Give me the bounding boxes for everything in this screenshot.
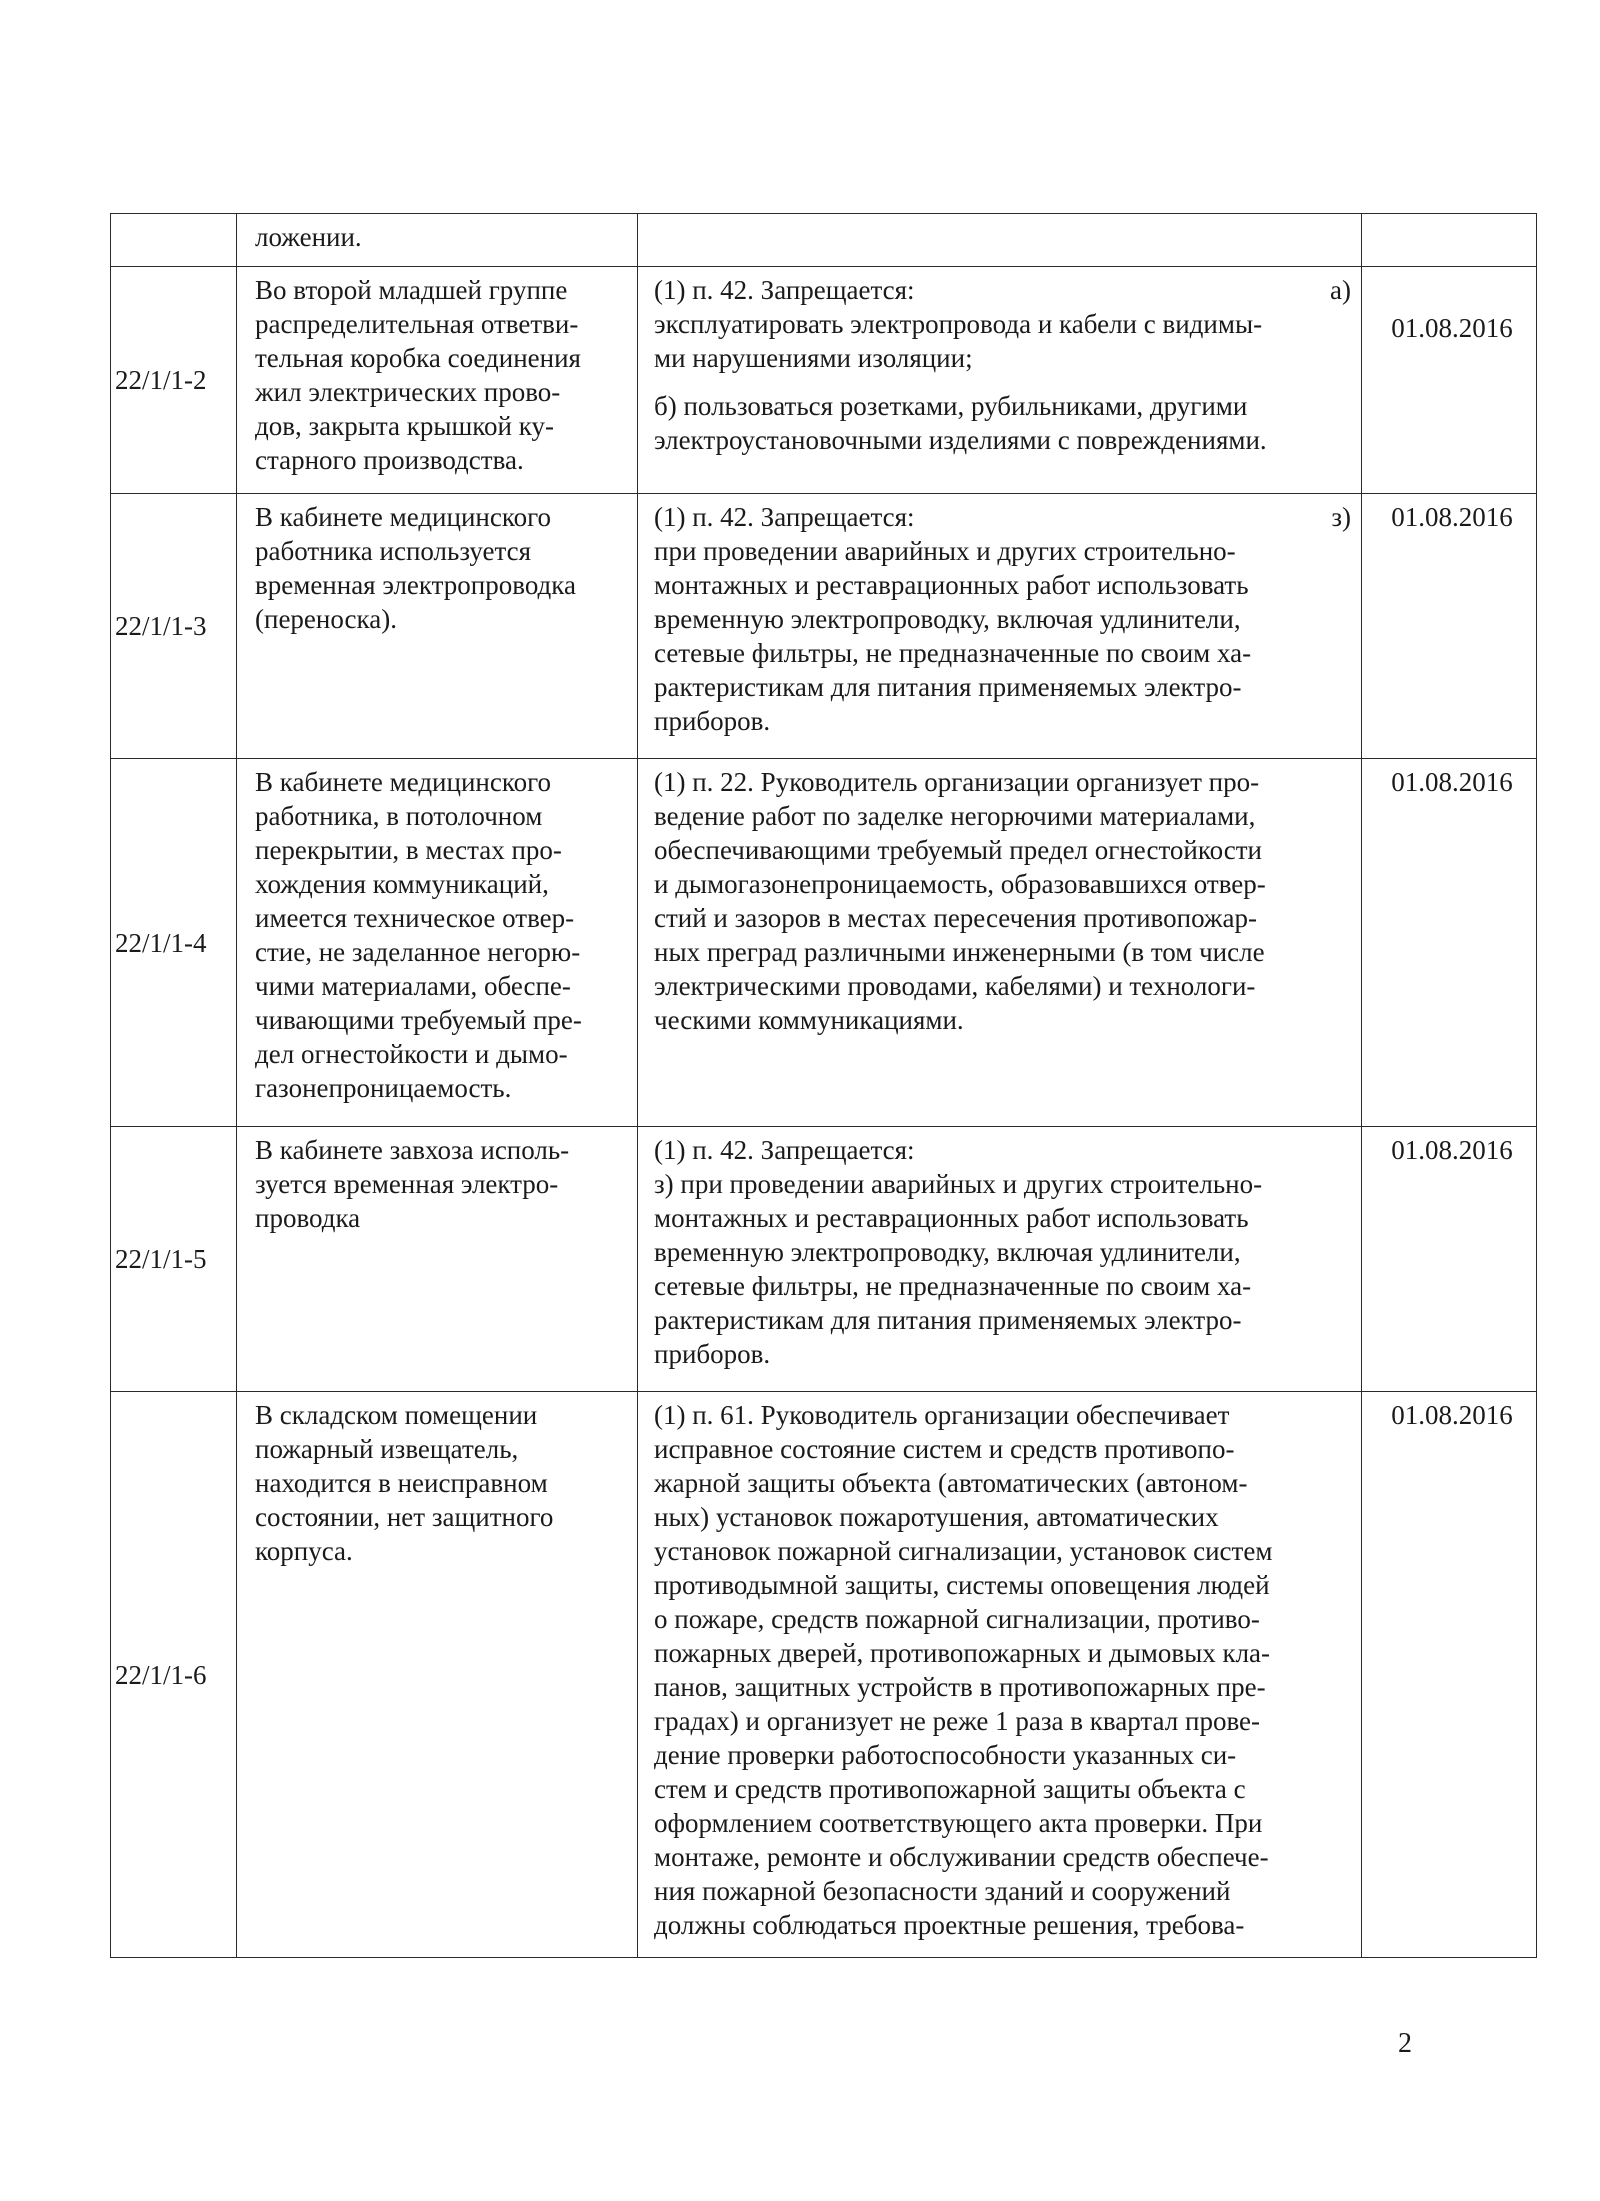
requirement-line: жарной защиты объекта (автоматических (автоном- [654,1468,1248,1498]
requirement-line: стем и средств противопожарной защиты объекта с [654,1774,1246,1804]
violation-number-cell [111,267,237,494]
violation-number: 22/1/1-3 [115,611,207,641]
violation-description-cell [237,267,638,494]
requirement-line: эксплуатировать электропровода и кабели с видимы- [654,309,1263,339]
requirement-line: рактеристикам для питания применяемых электро- [654,672,1242,702]
requirement-line: временную электропроводку, включая удлинители, [654,604,1241,634]
requirement-line: монтаже, ремонте и обслуживании средств обеспече- [654,1842,1269,1872]
description-line: имеется техническое отвер- [255,903,575,933]
description-line: жил электрических прово- [255,377,561,407]
requirement-line: приборов. [654,706,771,736]
deadline-date: 01.08.2016 [1391,1135,1513,1165]
table-row [111,494,1537,759]
requirement-heading-text: (1) п. 42. Запрещается: [654,502,915,532]
requirement-line: оформлением соответствующего акта проверки. При [654,1808,1263,1838]
description-line: хождения коммуникаций, [255,869,549,899]
requirement-line: пожарных дверей, противопожарных и дымовых кла- [654,1638,1271,1668]
description-line: тельная коробка соединения [255,343,581,373]
requirement-line: ческими коммуникациями. [654,1005,964,1035]
description-line: Во второй младшей группе [255,275,568,305]
violation-number-cell [111,1392,237,1958]
violation-description-cell [237,1127,638,1392]
requirement-line: стий и зазоров в местах пересечения противопожар- [654,903,1258,933]
violations-table [110,213,1537,1958]
description-line: газонепроницаемость. [255,1073,512,1103]
description-line: состоянии, нет защитного [255,1502,554,1532]
requirement-cell [638,1392,1362,1958]
table-row [111,1127,1537,1392]
description-line: распределительная ответви- [255,309,579,339]
deadline-date: 01.08.2016 [1391,313,1513,343]
requirement-line: сетевые фильтры, не предназначенные по своим ха- [654,638,1252,668]
requirement-line: з) при проведении аварийных и других строительно- [654,1169,1263,1199]
requirement-line: о пожаре, средств пожарной сигнализации, противо- [654,1604,1260,1634]
table-row [111,759,1537,1127]
requirement-line: (1) п. 22. Руководитель организации организует про- [654,767,1260,797]
description-line: В кабинете медицинского [255,767,551,797]
description-line: временная электропроводка [255,570,576,600]
requirement-line: при проведении аварийных и других строительно- [654,536,1236,566]
description-line: (переноска). [255,604,397,634]
description-line: ложении. [255,222,362,252]
violation-description-cell [237,494,638,759]
violation-number: 22/1/1-4 [115,927,207,958]
table-row [111,214,1537,267]
violation-number-cell [111,494,237,759]
description-line: работника используется [255,536,532,566]
requirement-line: б) пользоваться розетками, рубильниками, другими [654,391,1248,421]
requirement-line: дение проверки работоспособности указанных си- [654,1740,1237,1770]
requirement-line: электроустановочными изделиями с повреждениями. [654,425,1267,455]
description-line: работника, в потолочном [255,801,543,831]
deadline-cell [1362,759,1537,1127]
description-line: чивающими требуемый пре- [255,1005,582,1035]
description-line: проводка [255,1203,361,1233]
description-line: находится в неисправном [255,1468,548,1498]
requirement-line: должны соблюдаться проектные решения, требова- [654,1910,1245,1940]
requirement-heading [654,273,1351,307]
violation-description-cell [237,759,638,1127]
requirement-line: ведение работ по заделке негорючими материалами, [654,801,1256,831]
description-line: В кабинете медицинского [255,502,551,532]
deadline-cell [1362,214,1537,267]
page-number: 2 [1398,2028,1412,2059]
description-line: В кабинете завхоза исполь- [255,1135,570,1165]
deadline-date: 01.08.2016 [1391,767,1513,797]
requirement-line: градах) и организует не реже 1 раза в квартал прове- [654,1706,1261,1736]
violation-number-cell [111,1127,237,1392]
requirement-line: панов, защитных устройств в противопожарных пре- [654,1672,1266,1702]
requirement-line: установок пожарной сигнализации, установок систем [654,1536,1273,1566]
violation-description-cell [237,1392,638,1958]
requirement-cell [638,494,1362,759]
requirement-cell [638,214,1362,267]
requirement-heading-letter: а) [1330,275,1351,305]
violation-number-cell [111,214,237,267]
requirement-line: и дымогазонепроницаемость, образовавшихся отвер- [654,869,1266,899]
requirement-line: рактеристикам для питания применяемых электро- [654,1305,1242,1335]
description-line: В складском помещении [255,1400,538,1430]
violation-number: 22/1/1-6 [115,1659,207,1690]
requirement-heading [654,500,1351,534]
requirement-line: монтажных и реставрационных работ использовать [654,570,1249,600]
description-line: корпуса. [255,1536,353,1566]
violation-number: 22/1/1-2 [115,365,207,395]
requirement-heading-text: (1) п. 42. Запрещается: [654,275,915,305]
requirement-line: обеспечивающими требуемый предел огнестойкости [654,835,1262,865]
requirement-line: сетевые фильтры, не предназначенные по своим ха- [654,1271,1252,1301]
description-line: зуется временная электро- [255,1169,559,1199]
requirement-line: временную электропроводку, включая удлинители, [654,1237,1241,1267]
table-row [111,1392,1537,1958]
description-line: старного производства. [255,445,524,475]
requirement-line: ми нарушениями изоляции; [654,343,973,373]
requirement-line: приборов. [654,1339,771,1369]
description-line: чими материалами, обеспе- [255,971,571,1001]
requirement-line: электрическими проводами, кабелями) и технологи- [654,971,1256,1001]
deadline-cell [1362,494,1537,759]
deadline-cell [1362,267,1537,494]
deadline-cell [1362,1127,1537,1392]
violation-number-cell [111,759,237,1127]
requirement-cell [638,759,1362,1127]
violation-number: 22/1/1-5 [115,1244,207,1274]
table-row [111,267,1537,494]
requirement-heading-letter: з) [1331,502,1351,532]
requirement-line: исправное состояние систем и средств противопо- [654,1434,1235,1464]
deadline-date: 01.08.2016 [1391,1400,1513,1430]
deadline-cell [1362,1392,1537,1958]
requirement-line: ных преград различными инженерными (в том числе [654,937,1265,967]
requirement-cell [638,267,1362,494]
requirement-line: ния пожарной безопасности зданий и сооружений [654,1876,1231,1906]
description-line: дов, закрыта крышкой ку- [255,411,554,441]
deadline-date: 01.08.2016 [1391,502,1513,532]
requirement-cell [638,1127,1362,1392]
description-line: пожарный извещатель, [255,1434,519,1464]
description-line: перекрытии, в местах про- [255,835,562,865]
description-line: стие, не заделанное негорю- [255,937,581,967]
description-line: дел огнестойкости и дымо- [255,1039,568,1069]
violation-description-cell [237,214,638,267]
requirement-line: противодымной защиты, системы оповещения людей [654,1570,1270,1600]
requirement-line: ных) установок пожаротушения, автоматических [654,1502,1219,1532]
requirement-line: (1) п. 61. Руководитель организации обеспечивает [654,1400,1230,1430]
requirement-line: (1) п. 42. Запрещается: [654,1135,915,1165]
requirement-line: монтажных и реставрационных работ использовать [654,1203,1249,1233]
